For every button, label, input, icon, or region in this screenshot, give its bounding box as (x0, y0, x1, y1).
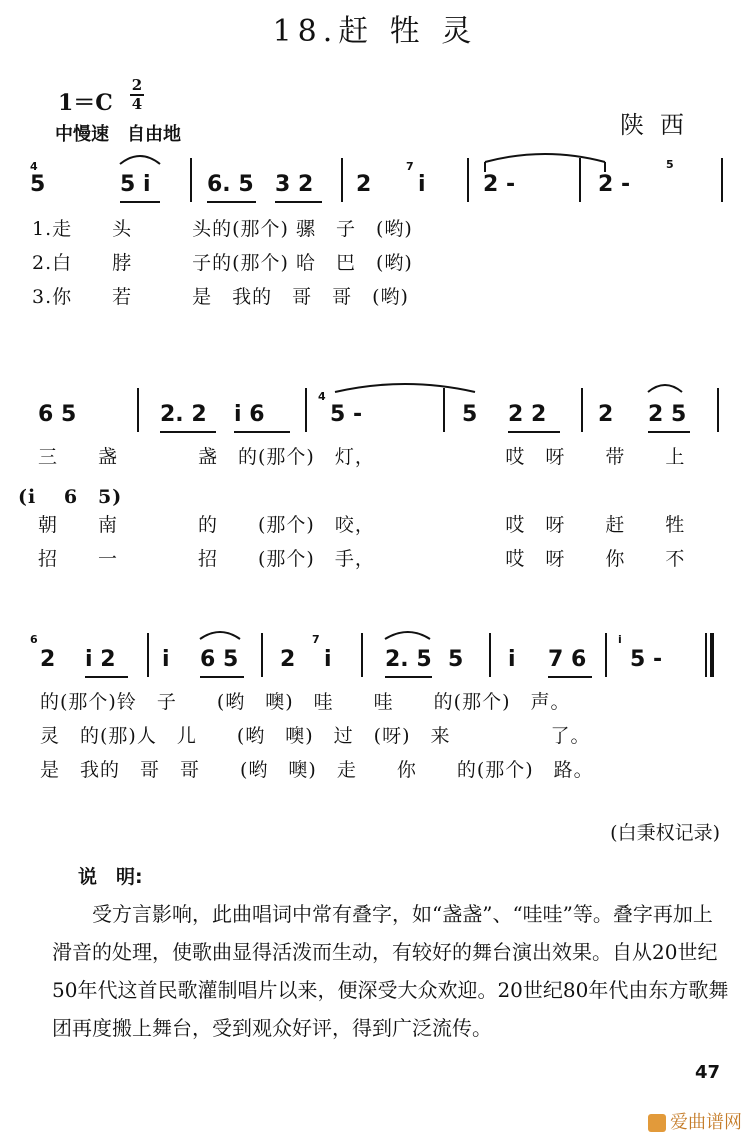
note: 7 6 (548, 647, 587, 672)
note: 2 2 (508, 402, 547, 427)
row2-barlines (0, 380, 750, 450)
lyric-line: 灵 的(那)人 儿 (哟 噢) 过 (呀) 来 了。 (40, 725, 591, 747)
watermark-text: 爱曲谱网 (670, 1112, 742, 1133)
note: 2. 5 (385, 647, 432, 672)
grace-note: 4 (30, 160, 38, 173)
watermark (648, 1108, 742, 1134)
lyric-line: 3.你 若 是 我的 哥 哥 (哟) (32, 286, 409, 308)
note: 2 (40, 647, 56, 672)
note: i 2 (85, 647, 116, 672)
note: 5 (30, 172, 46, 197)
note: 2 5 (648, 402, 687, 427)
staff-row-2 (0, 380, 750, 580)
music-logo-icon (648, 1114, 666, 1132)
alternate-notes: (i 6 5) (18, 486, 123, 508)
note: i (324, 647, 332, 672)
grace-note: 7 (312, 633, 320, 646)
time-signature-bottom: 4 (131, 95, 143, 113)
lyric-line: 三 盏 盏 的(那个) 灯， 哎 呀 带 上 (38, 446, 686, 468)
note: 6. 5 (207, 172, 254, 197)
note: 2. 2 (160, 402, 207, 427)
grace-note: 4 (318, 390, 326, 403)
note: 5 - (630, 647, 663, 672)
note: 6 5 (200, 647, 239, 672)
staff-row-1 (0, 150, 750, 308)
lyric-line: 1.走 头 头的(那个) 骡 子 (哟) (32, 218, 413, 240)
grace-note: i (618, 633, 622, 646)
grace-note: 5 (666, 158, 674, 171)
time-signature (130, 78, 144, 112)
note: i (418, 172, 426, 197)
note: 2 (598, 402, 614, 427)
key-signature: 1＝C (58, 90, 113, 116)
note: 6 5 (38, 402, 77, 427)
note: 5 (462, 402, 478, 427)
note: 5 (448, 647, 464, 672)
lyric-line: 的(那个)铃 子 (哟 噢) 哇 哇 的(那个) 声。 (40, 691, 571, 713)
note: 5 i (120, 172, 151, 197)
note: 2 (356, 172, 372, 197)
description-paragraph: 受方言影响，此曲唱词中常有叠字，如“盏盏”、“哇哇”等。叠字再加上滑音的处理，使歌曲显得活泼而生动，有较好的舞台演出效果。自从20世纪50年代这首民歌灌制唱片以来，便深受大众欢迎。20世纪80年代由东方歌舞团再度搬上舞台，受到观众好评，得到广泛流传。 (52, 902, 729, 1040)
note: 2 - (598, 172, 631, 197)
page-number: 47 (694, 1062, 720, 1083)
note: 2 (280, 647, 296, 672)
tempo-marking: 中慢速 自由地 (55, 124, 181, 145)
note: 2 - (483, 172, 516, 197)
song-title: 18.赶 牲 灵 (272, 14, 478, 49)
time-signature-top: 2 (131, 76, 143, 94)
grace-note: 6 (30, 633, 38, 646)
lyric-line: 2.白 脖 子的(那个) 哈 巴 (哟) (32, 252, 413, 274)
lyric-line: 朝 南 的 (那个) 咬， 哎 呀 赶 牲 (38, 514, 686, 536)
notes-heading: 说 明: (78, 866, 143, 888)
region-label: 陕西 (620, 111, 700, 139)
lyric-line: 招 一 招 (那个) 手， 哎 呀 你 不 (38, 548, 686, 570)
transcriber-credit: (白秉权记录) (610, 822, 720, 844)
grace-note: 7 (406, 160, 414, 173)
note: i 6 (234, 402, 265, 427)
staff-row-3 (0, 625, 750, 785)
note: i (162, 647, 170, 672)
note: 3 2 (275, 172, 314, 197)
note: i (508, 647, 516, 672)
lyric-line: 是 我的 哥 哥 (哟 噢) 走 你 的(那个) 路。 (40, 759, 594, 781)
note: 5 - (330, 402, 363, 427)
row1-barlines (0, 150, 750, 220)
